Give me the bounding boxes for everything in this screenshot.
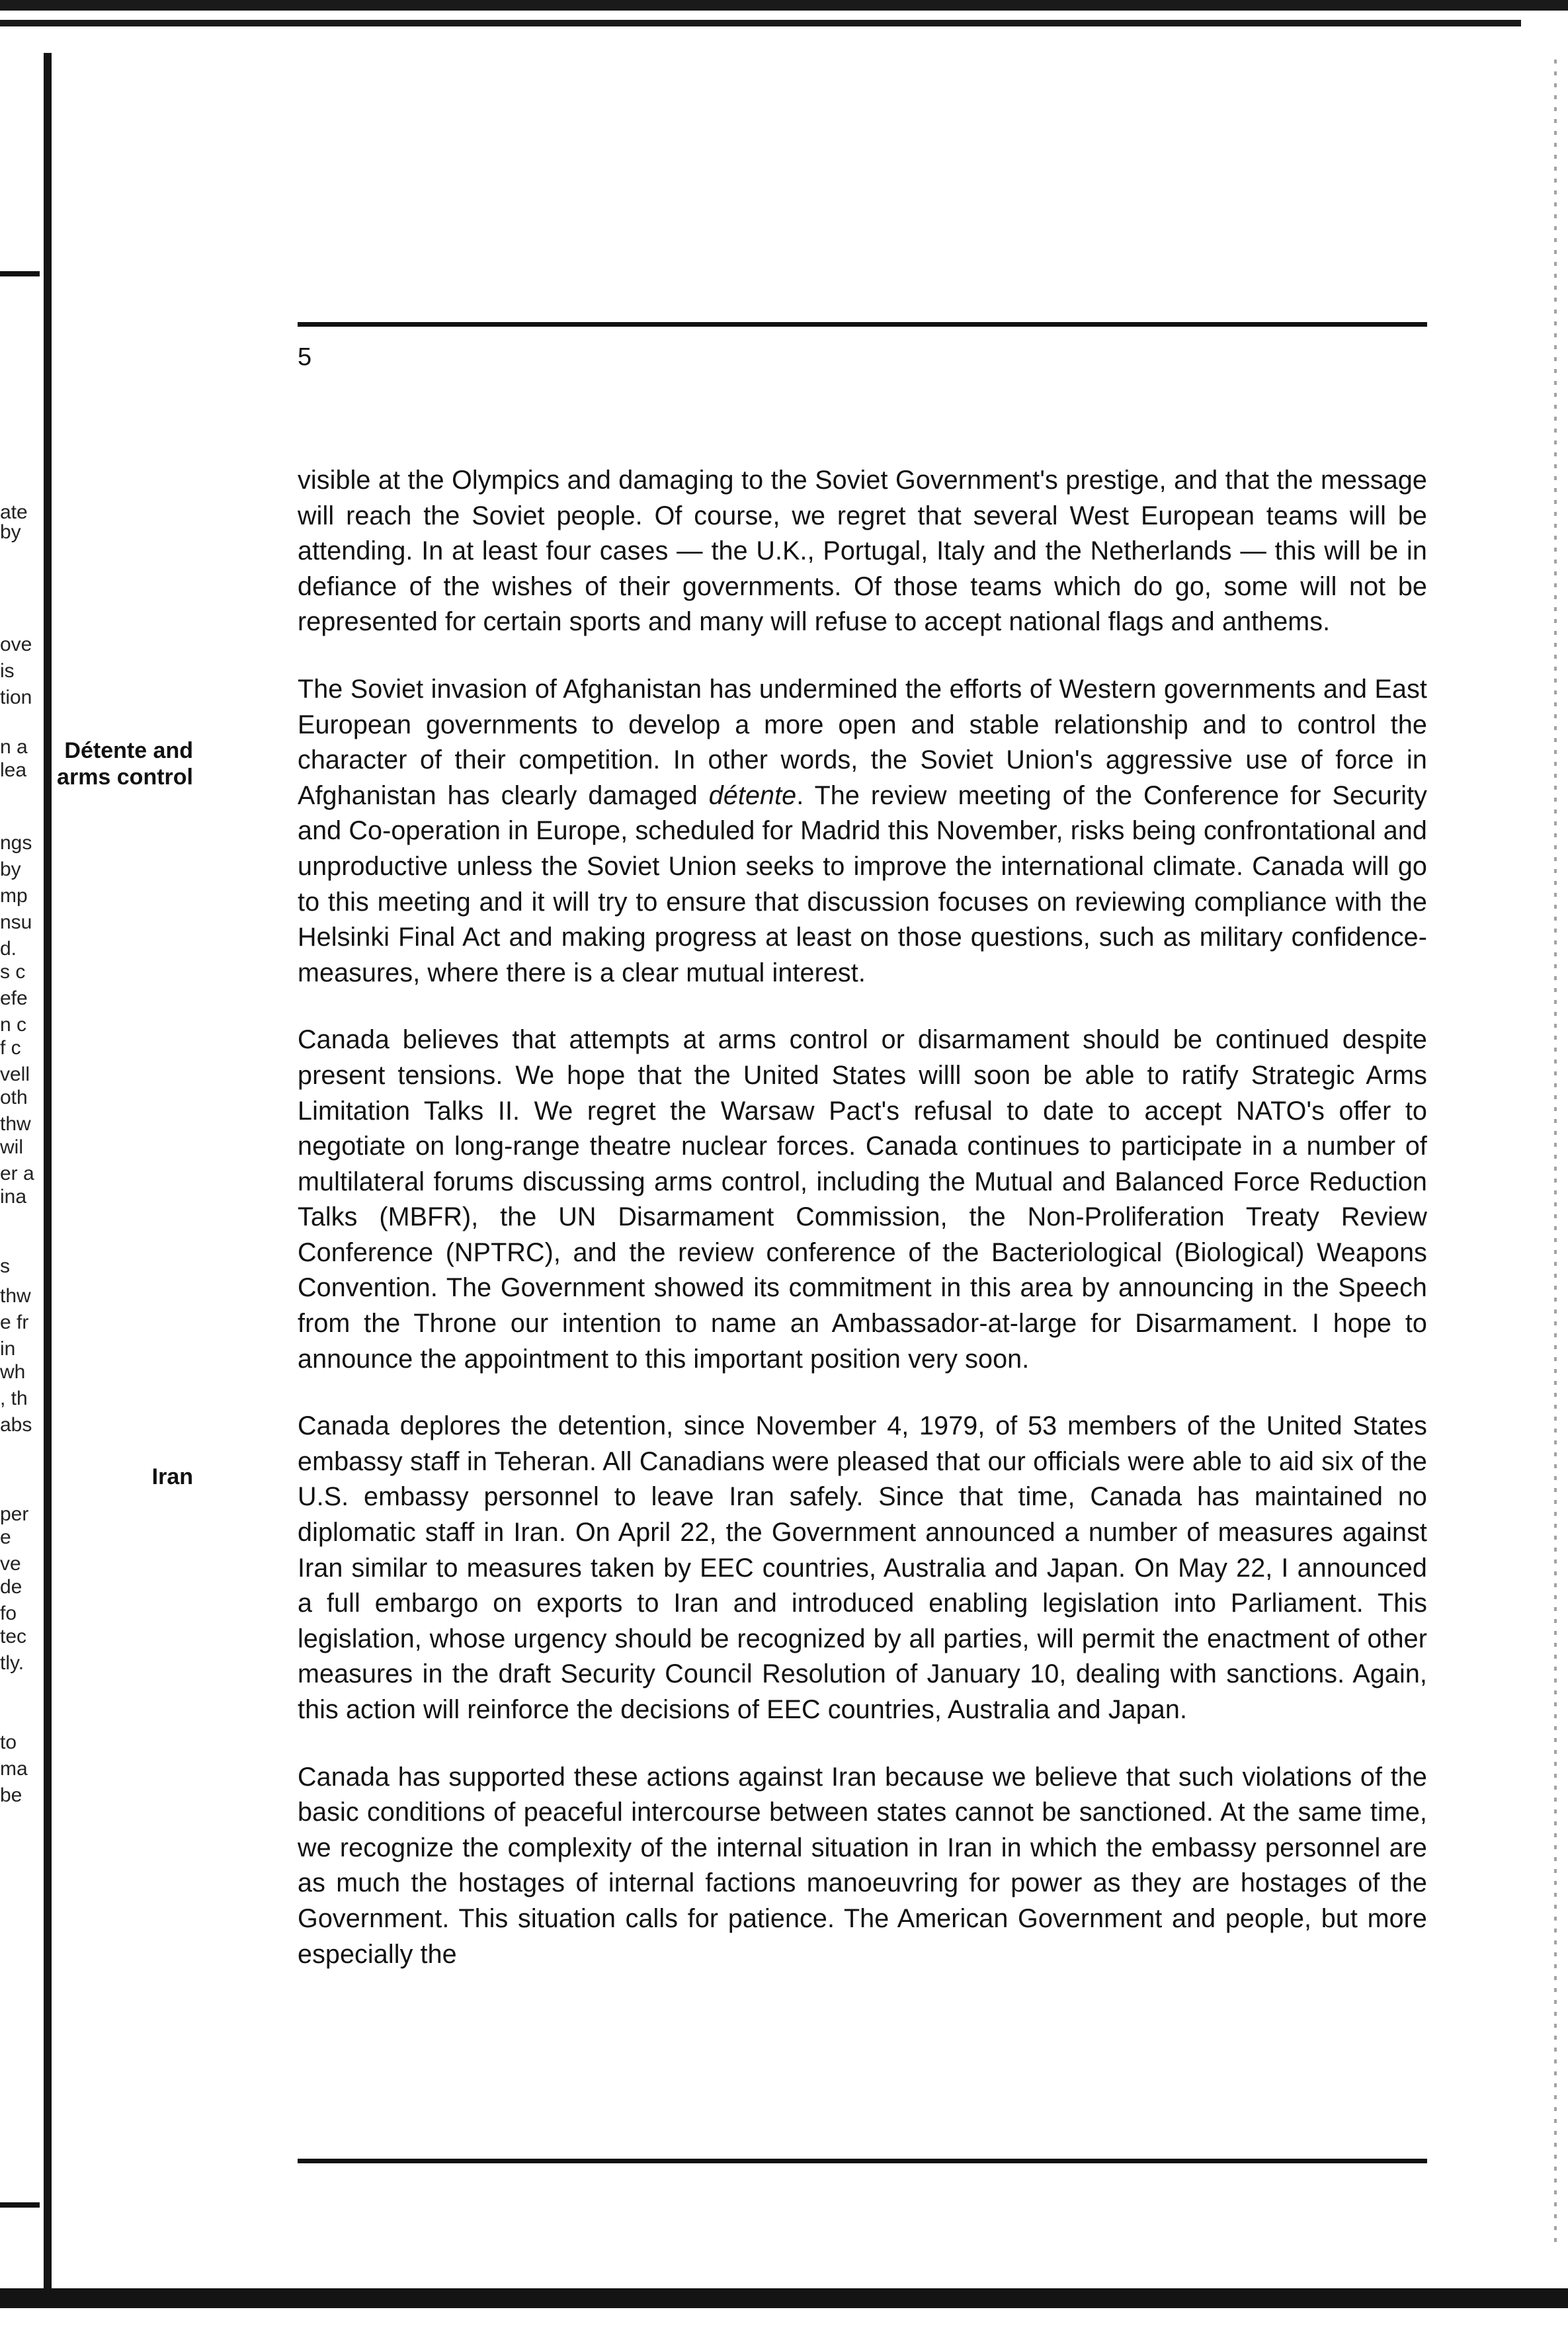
bleed-fragment: ina [0, 1187, 27, 1207]
bleed-fragment: tly. [0, 1653, 24, 1673]
bleed-fragment: to [0, 1733, 17, 1753]
bleed-fragment: ove [0, 635, 32, 655]
bleed-fragment: s [0, 1257, 10, 1276]
page-bottom-border [0, 2288, 1568, 2308]
paragraph: Canada believes that attempts at arms control or disarmament should be continued despite present tensions. We hope that the United States willl soon be able to ratify Strategic Arms Limitation Talks II. We regret the Warsaw Pact's refusal to date to accept NATO's offer to negotiate on long-range theatre nuclear forces. Canada continues to participate in a number of multilateral forums discussing arms control, including the Mutual and Balanced Force Reduction Talks (MBFR), the UN Disarmament Commission, the Non-Proliferation Treaty Review Conference (NPTRC), and the review conference of the Bacteriological (Biological) Weapons Convention. The Government showed its commitment in this area by announcing in the Speech from the Throne our intention to name an Ambassador-at-large for Disarmament. I hope to announce the appointment to this important position very soon. [298, 1025, 1427, 1374]
bleed-fragment: oth [0, 1088, 28, 1108]
footer-rule [298, 2159, 1427, 2163]
bleed-fragment: by [0, 522, 21, 542]
bleed-fragment: lea [0, 761, 27, 780]
bleed-fragment: is [0, 661, 15, 681]
bleed-fragment: s c [0, 962, 26, 982]
bleed-fragment: be [0, 1786, 22, 1806]
page-number: 5 [298, 343, 312, 371]
bleed-fragment: ve [0, 1554, 21, 1574]
bleed-fragment: vell [0, 1065, 30, 1085]
bleed-fragment: n c [0, 1015, 27, 1035]
margin-heading-line: arms control [57, 765, 193, 790]
bleed-fragment: mp [0, 886, 28, 906]
bleed-fragment: by [0, 860, 21, 880]
header-rule [298, 322, 1427, 327]
bleed-fragment: wh [0, 1362, 26, 1382]
italic-term: détente [708, 780, 797, 810]
page-left-border [44, 53, 52, 2288]
bleed-fragment: , th [0, 1389, 28, 1409]
bleed-fragment: d. [0, 939, 17, 959]
bleed-fragment: thw [0, 1286, 31, 1306]
margin-heading-detente [57, 737, 193, 790]
page-top-border [0, 20, 1521, 26]
bleed-fragment: e [0, 1528, 11, 1548]
bleed-fragment: efe [0, 989, 28, 1009]
bleed-fragment: per [0, 1505, 29, 1524]
paragraph: visible at the Olympics and damaging to the Soviet Government's prestige, and that the message will reach the Soviet people. Of course, we regret that several West European teams will be attending. In at least four cases — the U.K., Portugal, Italy and the Netherlands — this will be in defiance of the wishes of their governments. Of those teams which do go, some will not be represented for certain sports and many will refuse to accept national flags and anthems. [298, 466, 1427, 637]
bleed-fragment: ate [0, 503, 28, 522]
margin-heading-line: Détente and [64, 738, 193, 763]
bleed-fragment: de [0, 1577, 22, 1597]
bleed-fragment: thw [0, 1114, 31, 1134]
bleed-fragment: n a [0, 737, 28, 757]
bleed-fragment: abs [0, 1415, 32, 1435]
bleed-fragment: tion [0, 688, 32, 708]
paragraph: Canada has supported these actions against Iran because we believe that such violations of the basic conditions of peaceful intercourse between states cannot be sanctioned. At the same time, we recognize the complexity of the internal situation in Iran in which the embassy personnel are as much the hostages of internal factions manoeuvring for power as they are hostages of the Government. This situation calls for patience. The American Government and people, but more especially the [298, 1762, 1427, 1969]
bleed-fragment: e fr [0, 1313, 29, 1333]
bleed-fragment: ngs [0, 833, 32, 853]
bleed-fragment: in [0, 1339, 16, 1359]
body-text [298, 463, 1427, 2004]
bleed-fragment: tec [0, 1627, 27, 1647]
paragraph-detente: The Soviet invasion of Afghanistan has undermined the efforts of Western governments and East European governments to develop a more open and stable relationship and to control the character of their competition. In other words, the Soviet Union's aggressive use of force in Afghanistan has clearly damaged détente. The review meeting of the Conference for Security and Co-operation in Europe, scheduled for Madrid this November, risks being confrontational and unproductive unless the Soviet Union seeks to improve the international climate. Canada will go to this meeting and it will try to ensure that discussion focuses on reviewing compliance with the Helsinki Final Act and making progress at least on those questions, such as military confidence-measures, where there is a clear mutual interest. [298, 674, 1427, 987]
bleed-dash [0, 271, 40, 276]
bleed-fragment: er a [0, 1164, 34, 1184]
page-right-edge [1554, 60, 1557, 2242]
bleed-dash [0, 2202, 40, 2208]
margin-heading-iran: Iran [151, 1464, 193, 1489]
bleed-fragment: f c [0, 1038, 21, 1058]
bleed-fragment: nsu [0, 913, 32, 933]
left-page-bleed [0, 0, 44, 2326]
paragraph: Canada deplores the detention, since November 4, 1979, of 53 members of the United States embassy staff in Teheran. All Canadians were pleased that our officials were able to aid six of the U.S. embassy personnel to leave Iran safely. Since that time, Canada has maintained no diplomatic staff in Iran. On April 22, the Government announced a number of measures against Iran similar to measures taken by EEC countries, Australia and Japan. On May 22, I announced a full embargo on exports to Iran and introduced enabling legislation into Parliament. This legislation, whose urgency should be recognized by all parties, will permit the enactment of other measures in the draft Security Council Resolution of January 10, dealing with sanctions. Again, this action will reinforce the decisions of EEC countries, Australia and Japan. [298, 1411, 1427, 1724]
bleed-fragment: fo [0, 1604, 17, 1624]
bleed-fragment: wil [0, 1138, 23, 1157]
bleed-fragment: ma [0, 1759, 28, 1779]
